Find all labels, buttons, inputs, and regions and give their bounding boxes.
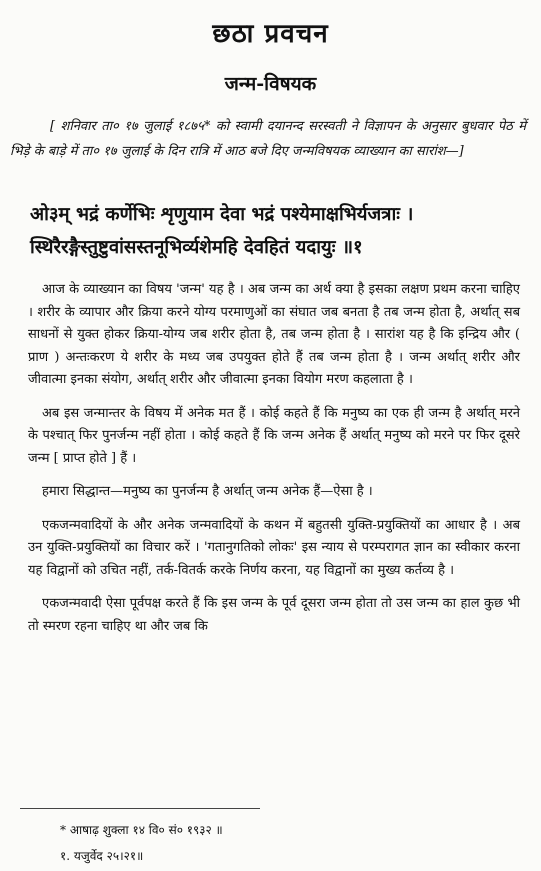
paragraph: एकजन्मवादी ऐसा पूर्वपक्ष करते हैं कि इस जन्म के पूर्व दूसरा जन्म होता तो उस जन्म का हाल कुछ भी तो स्मरण रहना चाहिए था और जब कि bbox=[28, 596, 520, 634]
subject-title: जन्म-विषयक bbox=[224, 73, 317, 95]
paragraph: अब इस जन्मान्तर के विषय में अनेक मत हैं । कोई कहते हैं कि मनुष्य का एक ही जन्म है अर्थात् मरने के पश्चात् फिर पुनर्जन्म नहीं होता । कोई कहते हैं कि जन्म अनेक हैं अर्थात् मनुष्य को मरने पर फिर दूसरे जन्म [ प्राप्त होते ] हैं । bbox=[28, 405, 520, 466]
footnote: * आषाढ़ शुक्ला १४ वि० सं० १९३२ ॥ bbox=[60, 823, 223, 837]
intro-note bbox=[10, 114, 526, 164]
body-text bbox=[28, 279, 520, 649]
footnote: १. यजुर्वेद २५।२१॥ bbox=[60, 849, 144, 863]
mantra-line-2: स्थिरैरङ्गैस्तुष्टुवांसस्तनूभिर्व्यशेमहि देवहितं यदायुः ॥१ bbox=[30, 237, 363, 258]
vedic-mantra bbox=[30, 198, 530, 264]
paragraph: आज के व्याख्यान का विषय 'जन्म' यह है । अब जन्म का अर्थ क्या है इसका लक्षण प्रथम करना चाहिए । शरीर के व्यापार और क्रिया करने योग्य परमाणुओं का संघात जब बनता है तब जन्म होता है, अर्थात् सब साधनों से युक्त होकर क्रिया-योग्य जब शरीर होता है, तब जन्म होता है । सारांश यह है कि इन्द्रिय और ( प्राण ) अन्तःकरण ये शरीर के मध्य जब उपयुक्त होते हैं तब जन्म होता है । जन्म अर्थात् शरीर और जीवात्मा इनका संयोग, अर्थात् शरीर और जीवात्मा इनका वियोग मरण कहलाता है । bbox=[28, 282, 520, 387]
mantra-line-1: ओ३म् भद्रं कर्णेभिः शृणुयाम देवा भद्रं पश्येमाक्षभिर्यजत्राः । bbox=[30, 204, 414, 225]
footnotes bbox=[60, 817, 500, 869]
chapter-title: छठा प्रवचन bbox=[212, 19, 329, 49]
footnote-divider bbox=[20, 808, 260, 809]
paragraph: एकजन्मवादियों के और अनेक जन्मवादियों के कथन में बहुतसी युक्ति-प्रयुक्तियों का आधार है । अब उन युक्ति-प्रयुक्तियों का विचार करें । 'गतानुगतिको लोकः' इस न्याय से परम्परागत ज्ञान का स्वीकार करना यह विद्वानों को उचित नहीं, तर्क-वितर्क करके निर्णय करना, यह विद्वानों का मुख्य कर्तव्य है । bbox=[28, 517, 520, 578]
intro-text: [ शनिवार ता० १७ जुलाई १८७५* को स्वामी दयानन्द सरस्वती ने विज्ञापन के अनुसार बुधवार पेठ में भिड़े के बाड़े में ता० १७ जुलाई के दिन रात्रि में आठ बजे दिए जन्मविषयक व्याख्यान का सारांश—] bbox=[10, 119, 526, 159]
paragraph: हमारा सिद्धान्त—मनुष्य का पुनर्जन्म है अर्थात् जन्म अनेक हैं—ऐसा है । bbox=[42, 484, 373, 499]
